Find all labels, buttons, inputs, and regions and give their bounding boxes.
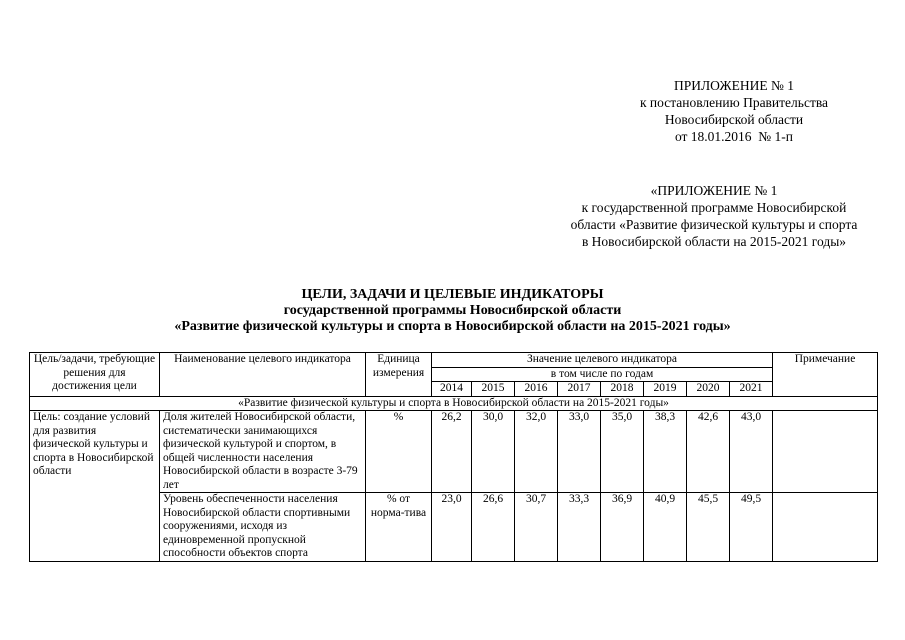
appendix-2-block [540, 182, 888, 250]
year-2018: 2018 [601, 382, 644, 397]
indicator-cell: Доля жителей Новосибирской области, систематически занимающихся физической культурой и спортом, в общей численности населения Новосибирской области в возрасте 3-79 лет [160, 411, 366, 493]
year-2017: 2017 [558, 382, 601, 397]
header-indicator: Наименование целевого индикатора [160, 353, 366, 397]
title-line-3: «Развитие физической культуры и спорта в Новосибирской области на 2015-2021 годы» [174, 319, 731, 334]
value-cell: 30,7 [515, 493, 558, 562]
year-2019: 2019 [644, 382, 687, 397]
year-2014: 2014 [432, 382, 472, 397]
appendix-1-line-4: от 18.01.2016 № 1-п [674, 129, 794, 144]
value-cell: 30,0 [472, 411, 515, 493]
header-value-group: Значение целевого индикатора [432, 353, 773, 368]
value-cell: 26,2 [432, 411, 472, 493]
appendix-1-line-1: ПРИЛОЖЕНИЕ № 1 [673, 78, 795, 93]
year-2016: 2016 [515, 382, 558, 397]
unit-cell: % [366, 411, 432, 493]
goals-table [29, 352, 878, 562]
goal-cell: Цель: создание условий для развития физической культуры и спорта в Новосибирской области [30, 411, 160, 562]
indicator-cell: Уровень обеспеченности населения Новосибирской области спортивными сооружениями, исходя из единовременной пропускной способности объектов спорта [160, 493, 366, 562]
unit-cell: % от норма-тива [366, 493, 432, 562]
value-cell: 36,9 [601, 493, 644, 562]
note-cell [773, 493, 878, 562]
value-cell: 42,6 [687, 411, 730, 493]
header-unit: Единица измерения [366, 353, 432, 397]
header-by-years: в том числе по годам [432, 367, 773, 382]
appendix-1-block [600, 77, 868, 145]
note-cell [773, 411, 878, 493]
value-cell: 33,3 [558, 493, 601, 562]
document-title [0, 287, 905, 335]
program-name-cell: «Развитие физической культуры и спорта в Новосибирской области на 2015-2021 годы» [30, 396, 878, 411]
appendix-2-line-1: «ПРИЛОЖЕНИЕ № 1 [650, 183, 778, 198]
appendix-1-line-3: Новосибирской области [664, 112, 804, 127]
value-cell: 45,5 [687, 493, 730, 562]
header-goal: Цель/задачи, требующие решения для достижения цели [30, 353, 160, 397]
value-cell: 49,5 [730, 493, 773, 562]
header-note: Примечание [773, 353, 878, 397]
value-cell: 38,3 [644, 411, 687, 493]
value-cell: 23,0 [432, 493, 472, 562]
value-cell: 33,0 [558, 411, 601, 493]
value-cell: 43,0 [730, 411, 773, 493]
year-2020: 2020 [687, 382, 730, 397]
year-2015: 2015 [472, 382, 515, 397]
program-row [30, 396, 878, 411]
title-line-2: государственной программы Новосибирской области [283, 303, 622, 318]
appendix-2-line-4: в Новосибирской области на 2015-2021 годы» [581, 234, 847, 249]
table-row [30, 411, 878, 493]
value-cell: 40,9 [644, 493, 687, 562]
header-row-1 [30, 353, 878, 368]
value-cell: 32,0 [515, 411, 558, 493]
appendix-2-line-2: к государственной программе Новосибирской [581, 200, 847, 215]
value-cell: 35,0 [601, 411, 644, 493]
title-line-1: ЦЕЛИ, ЗАДАЧИ И ЦЕЛЕВЫЕ ИНДИКАТОРЫ [301, 287, 604, 302]
appendix-2-line-3: области «Развитие физической культуры и спорта [570, 217, 858, 232]
year-2021: 2021 [730, 382, 773, 397]
value-cell: 26,6 [472, 493, 515, 562]
appendix-1-line-2: к постановлению Правительства [639, 95, 829, 110]
